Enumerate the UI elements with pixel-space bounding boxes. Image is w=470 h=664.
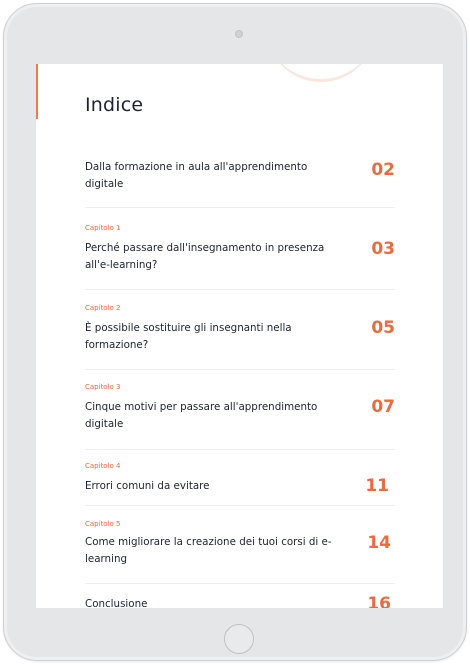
tablet-frame	[3, 3, 467, 661]
accent-bar	[36, 64, 38, 119]
home-button[interactable]	[224, 624, 254, 654]
chapter-label: Capitolo 1	[85, 224, 121, 232]
page-title: Indice	[85, 94, 144, 116]
toc-entry-title: È possibile sostituire gli insegnanti nella formazione?	[85, 322, 292, 351]
camera-dot	[235, 30, 243, 38]
toc-entry-chapter-3[interactable]	[85, 370, 395, 450]
toc-entry-page: 05	[371, 318, 395, 338]
toc-entry-page: 02	[371, 160, 395, 180]
toc-entry-page: 14	[367, 533, 391, 553]
toc-entry-page: 03	[371, 239, 395, 259]
chapter-label: Capitolo 3	[85, 383, 121, 391]
toc-entry-page: 07	[371, 397, 395, 417]
toc-entry-chapter-5[interactable]	[85, 506, 395, 584]
toc-entry-page: 16	[367, 594, 391, 608]
toc-entry-title: Errori comuni da evitare	[85, 480, 210, 492]
toc-entry-chapter-1[interactable]	[85, 208, 395, 290]
screen	[36, 64, 443, 608]
chapter-label: Capitolo 2	[85, 304, 121, 312]
toc-entry-title: Conclusione	[85, 598, 148, 608]
toc-entry-title: Come migliorare la creazione dei tuoi corsi di e-learning	[85, 536, 332, 565]
toc-entry-conclusion[interactable]	[85, 584, 395, 608]
toc-entry-title: Dalla formazione in aula all'apprendimento digitale	[85, 161, 308, 190]
toc-entry-chapter-4[interactable]	[85, 450, 395, 506]
toc-entry-chapter-2[interactable]	[85, 290, 395, 370]
decorative-arc	[266, 64, 376, 82]
chapter-label: Capitolo 4	[85, 462, 121, 470]
toc-entry-page: 11	[365, 476, 389, 496]
toc-entry-intro[interactable]	[85, 152, 395, 208]
chapter-label: Capitolo 5	[85, 520, 121, 528]
toc-entry-title: Perché passare dall'insegnamento in presenza all'e-learning?	[85, 242, 325, 271]
toc-entry-title: Cinque motivi per passare all'apprendimento digitale	[85, 401, 318, 430]
